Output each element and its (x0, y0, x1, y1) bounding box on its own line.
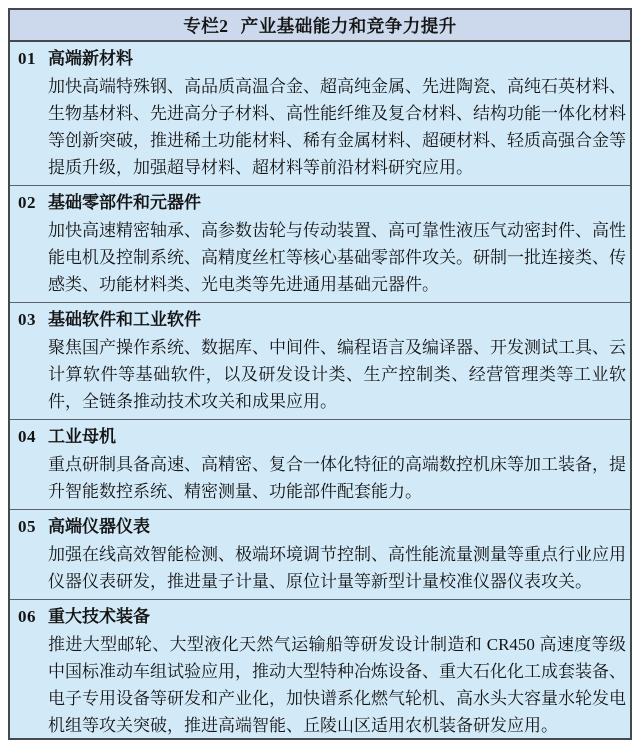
section-body: 重点研制具备高速、高精密、复合一体化特征的高端数控机床等加工装备，提升智能数控系统、精密测量、功能部件配套能力。 (48, 455, 626, 501)
section-number: 02 (18, 193, 36, 212)
section-number: 03 (18, 310, 36, 329)
section-title: 基础零部件和元器件 (48, 193, 201, 212)
feature-box (8, 8, 632, 740)
section-head (18, 306, 622, 334)
section-body: 加快高速精密轴承、高参数齿轮与传动装置、高可靠性液压气动密封件、高性能电机及控制系统、高精度丝杠等核心基础零部件攻关。研制一批连接类、传感类、功能材料类、光电类等先进通用基础元器件。 (48, 221, 626, 294)
section-head (18, 423, 622, 451)
section-body: 推进大型邮轮、大型液化天然气运输船等研发设计制造和 CR450 高速度等级中国标准动车组试验应用，推动大型特种冶炼设备、重大石化化工成套装备、电子专用设备等研发和产业化，加快谱系化燃气轮机、高水头大容量水轮发电机组等攻关突破，推进高端智能、丘陵山区适用农机装备研发应用。 (48, 635, 626, 735)
section-title: 基础软件和工业软件 (48, 310, 201, 329)
section-title: 高端仪器仪表 (48, 517, 150, 536)
section-row-03 (10, 303, 630, 420)
section-head (18, 513, 622, 541)
section-head (18, 189, 622, 217)
section-title: 重大技术装备 (48, 607, 150, 626)
section-body: 聚焦国产操作系统、数据库、中间件、编程语言及编译器、开发测试工具、云计算软件等基础软件，以及研发设计类、生产控制类、经营管理类等工业软件，全链条推动技术攻关和成果应用。 (48, 338, 626, 411)
section-head (18, 45, 622, 73)
section-number: 04 (18, 427, 36, 446)
section-row-01 (10, 42, 630, 186)
box-header-label: 专栏2 (183, 15, 229, 36)
box-header (10, 10, 630, 42)
section-number: 06 (18, 607, 36, 626)
box-header-title: 产业基础能力和竞争力提升 (240, 15, 457, 36)
section-row-05 (10, 510, 630, 600)
section-number: 01 (18, 49, 36, 68)
section-number: 05 (18, 517, 36, 536)
section-row-04 (10, 420, 630, 510)
section-title: 高端新材料 (48, 49, 133, 68)
section-body: 加快高端特殊钢、高品质高温合金、超高纯金属、先进陶瓷、高纯石英材料、生物基材料、先进高分子材料、高性能纤维及复合材料、结构功能一体化材料等创新突破，推进稀土功能材料、稀有金属材料、超硬材料、轻质高强合金等提质升级，加强超导材料、超材料等前沿材料研究应用。 (48, 77, 626, 177)
section-row-06 (10, 600, 630, 740)
section-body: 加强在线高效智能检测、极端环境调节控制、高性能流量测量等重点行业应用仪器仪表研发，推进量子计量、原位计量等新型计量校准仪器仪表攻关。 (48, 545, 626, 591)
section-title: 工业母机 (48, 427, 116, 446)
section-row-02 (10, 186, 630, 303)
section-head (18, 603, 622, 631)
